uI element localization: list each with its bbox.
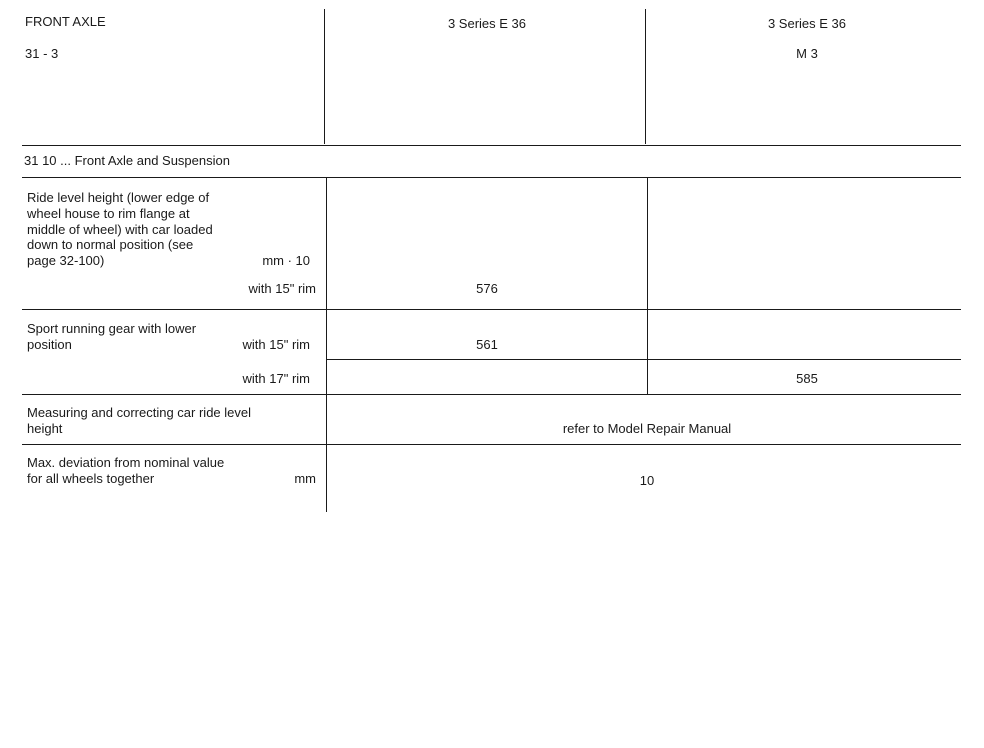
column-2-model: 3 Series E 36 <box>767 16 847 31</box>
rule <box>22 177 961 178</box>
row-1-unit: mm · 10 <box>262 253 310 268</box>
row-5-span-value: 10 <box>639 473 655 488</box>
row-5-label-line: Max. deviation from nominal value <box>27 455 225 470</box>
row-1-col-1-value: 576 <box>476 281 498 296</box>
body-divider-1 <box>326 178 327 512</box>
section-title: FRONT AXLE <box>25 14 106 29</box>
row-4-label-line: height <box>27 421 63 436</box>
row-2-label-line: Sport running gear with lower <box>27 321 197 336</box>
rule <box>326 359 961 360</box>
row-2-label-line: position <box>27 337 72 352</box>
row-2-col-1-value: 561 <box>476 337 498 352</box>
page-code: 31 - 3 <box>25 46 59 61</box>
row-1-label-line: middle of wheel) with car loaded <box>27 222 213 237</box>
column-1-model: 3 Series E 36 <box>447 16 527 31</box>
row-5-label-line: for all wheels together <box>27 471 155 486</box>
row-3-sub-label: with 17" rim <box>242 371 310 386</box>
header-divider-2 <box>645 9 646 144</box>
rule <box>22 145 961 146</box>
row-1-label-line: page 32-100) <box>27 253 105 268</box>
row-4-span-value: refer to Model Repair Manual <box>562 421 732 436</box>
group-heading: 31 10 ... Front Axle and Suspension <box>24 153 230 168</box>
row-1-sub-label: with 15" rim <box>248 281 316 296</box>
row-1-label-line: wheel house to rim flange at <box>27 206 190 221</box>
row-5-unit: mm <box>294 471 316 486</box>
row-2-sub-label: with 15" rim <box>242 337 310 352</box>
header-divider-1 <box>324 9 325 144</box>
rule <box>22 309 961 310</box>
body-divider-2 <box>647 178 648 395</box>
row-4-label-line: Measuring and correcting car ride level <box>27 405 251 420</box>
row-1-label-line: Ride level height (lower edge of <box>27 190 210 205</box>
row-3-col-2-value: 585 <box>796 371 818 386</box>
rule <box>22 444 961 445</box>
rule <box>22 394 961 395</box>
row-1-label-line: down to normal position (see <box>27 237 194 252</box>
column-2-variant: M 3 <box>796 46 818 61</box>
